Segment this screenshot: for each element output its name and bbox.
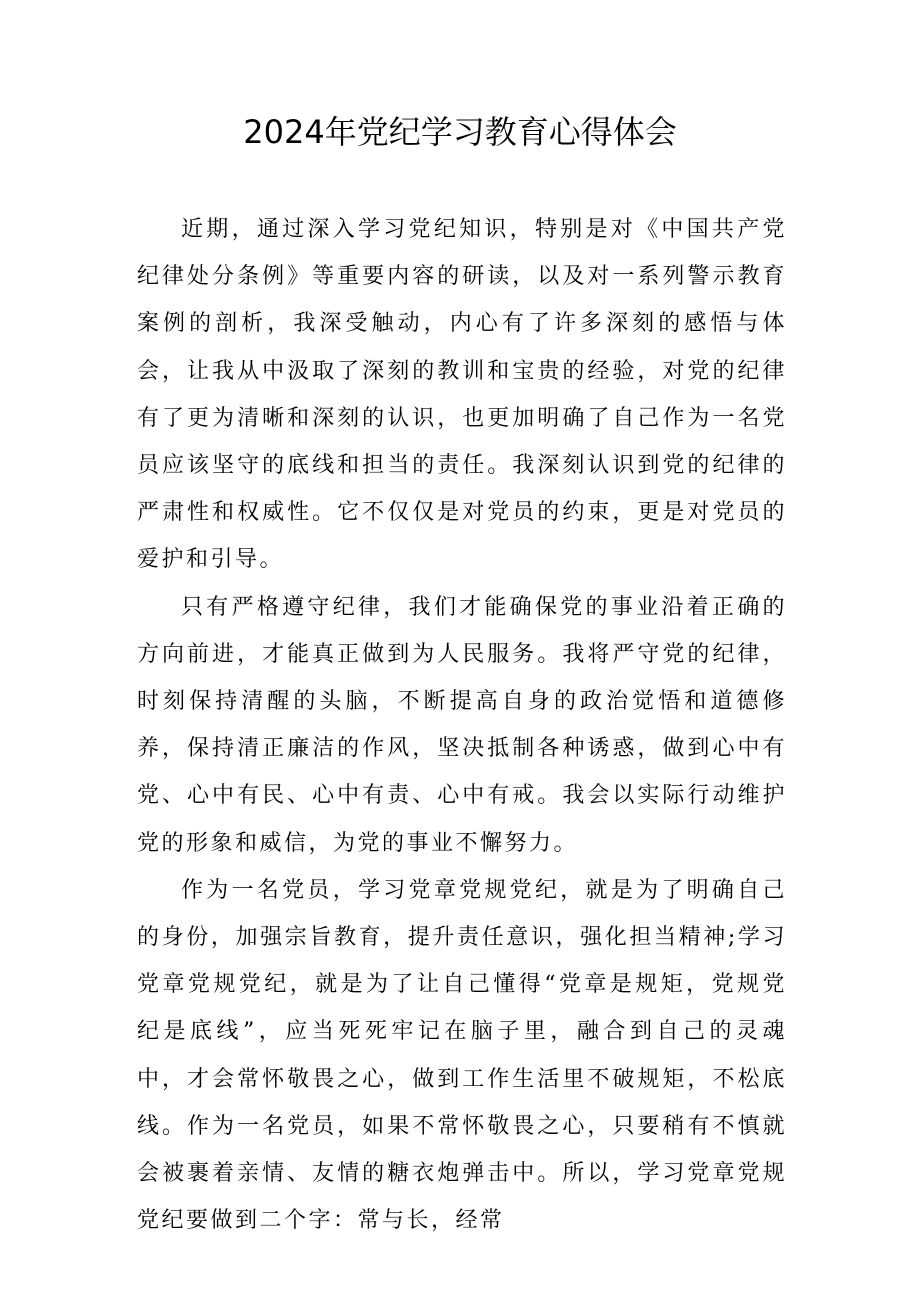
paragraph-2: 只有严格遵守纪律，我们才能确保党的事业沿着正确的方向前进，才能真正做到为人民服务。我将严守党的纪律，时刻保持清醒的头脑，不断提高自身的政治觉悟和道德修养，保持清正廉洁的作风，坚决抵制各种诱惑，做到心中有党、心中有民、心中有责、心中有戒。我会以实际行动维护党的形象和威信，为党的事业不懈努力。 — [137, 594, 787, 856]
document-body — [137, 206, 787, 1244]
paragraph-1: 近期，通过深入学习党纪知识，特别是对《中国共产党纪律处分条例》等重要内容的研读，以及对一系列警示教育案例的剖析，我深受触动，内心有了许多深刻的感悟与体会，让我从中汲取了深刻的教训和宝贵的经验，对党的纪律有了更为清晰和深刻的认识，也更加明确了自己作为一名党员应该坚守的底线和担当的责任。我深刻认识到党的纪律的严肃性和权威性。它不仅仅是对党员的约束，更是对党员的爱护和引导。 — [137, 217, 787, 573]
document-title: 2024年党纪学习教育心得体会 — [243, 113, 677, 151]
paragraph-3: 作为一名党员，学习党章党规党纪，就是为了明确自己的身份，加强宗旨教育，提升责任意识，强化担当精神;学习党章党规党纪，就是为了让自己懂得“党章是规矩，党规党纪是底线”，应当死死牢记在脑子里，融合到自己的灵魂中，才会常怀敬畏之心，做到工作生活里不破规矩，不松底线。作为一名党员，如果不常怀敬畏之心，只要稍有不慎就会被裹着亲情、友情的糖衣炮弹击中。所以，学习党章党规党纪要做到二个字：常与长，经常 — [137, 877, 787, 1234]
